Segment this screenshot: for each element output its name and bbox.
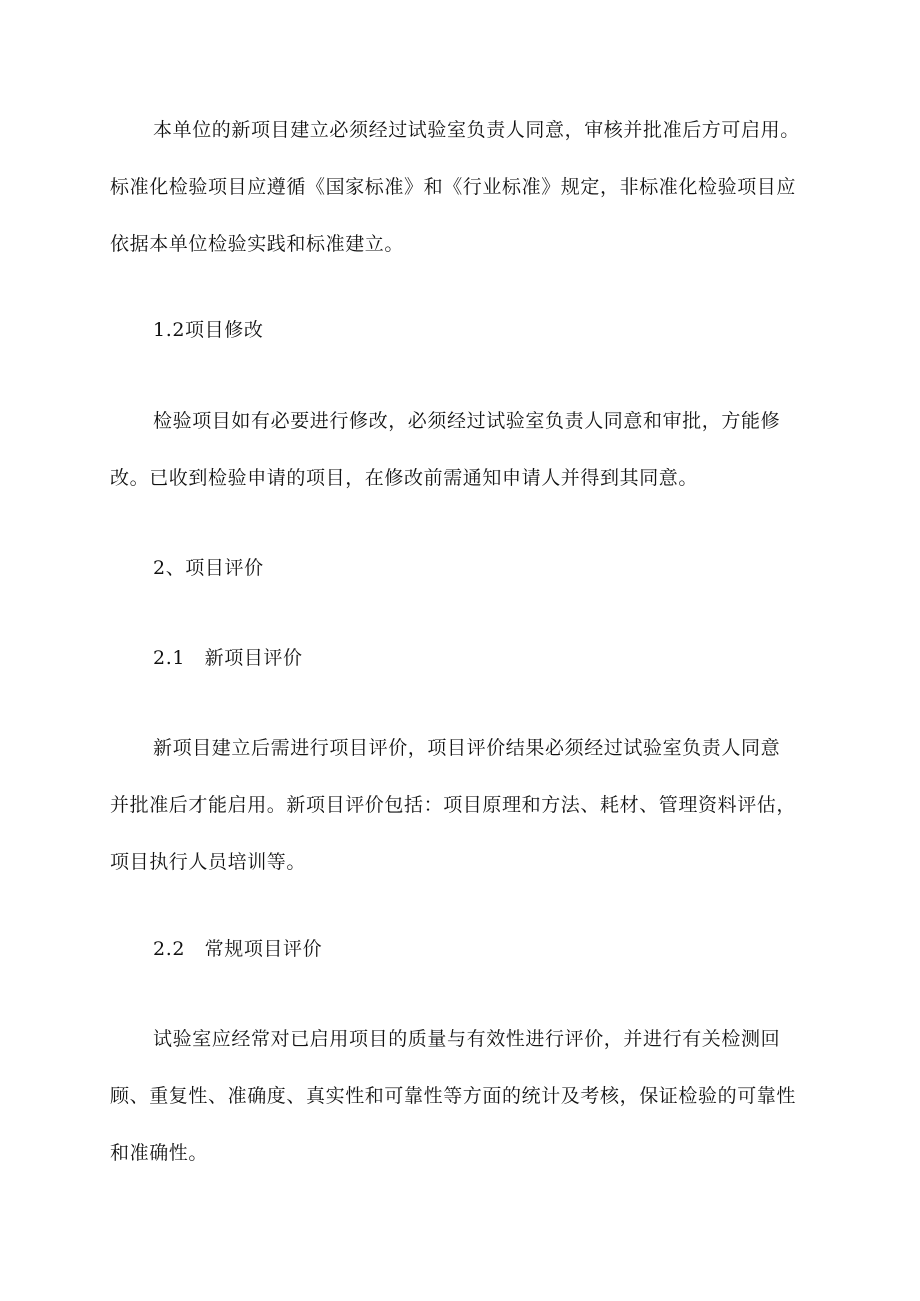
text-line: 和准确性。 — [110, 1142, 209, 1164]
text-line: 顾、重复性、准确度、真实性和可靠性等方面的统计及考核，保证检验的可靠性 — [110, 1085, 797, 1107]
section-heading-1-2: 1.2项目修改 — [153, 319, 264, 341]
text-line: 新项目建立后需进行项目评价，项目评价结果必须经过试验室负责人同意 — [153, 737, 781, 759]
section-heading-2-1: 2.1 新项目评价 — [153, 647, 303, 669]
section-heading-2: 2、项目评价 — [153, 557, 264, 579]
text-line: 依据本单位检验实践和标准建立。 — [110, 233, 405, 255]
text-line: 改。已收到检验申请的项目，在修改前需通知申请人并得到其同意。 — [110, 467, 699, 489]
text-line: 本单位的新项目建立必须经过试验室负责人同意，审核并批准后方可启用。 — [153, 119, 800, 141]
text-line: 检验项目如有必要进行修改，必须经过试验室负责人同意和审批，方能修 — [153, 410, 781, 432]
text-line: 标准化检验项目应遵循《国家标准》和《行业标准》规定，非标准化检验项目应 — [110, 176, 797, 198]
text-line: 并批准后才能启用。新项目评价包括：项目原理和方法、耗材、管理资料评估， — [110, 794, 797, 816]
text-line: 项目执行人员培训等。 — [110, 851, 307, 873]
section-heading-2-2: 2.2 常规项目评价 — [153, 938, 323, 960]
text-line: 试验室应经常对已启用项目的质量与有效性进行评价，并进行有关检测回 — [153, 1028, 781, 1050]
